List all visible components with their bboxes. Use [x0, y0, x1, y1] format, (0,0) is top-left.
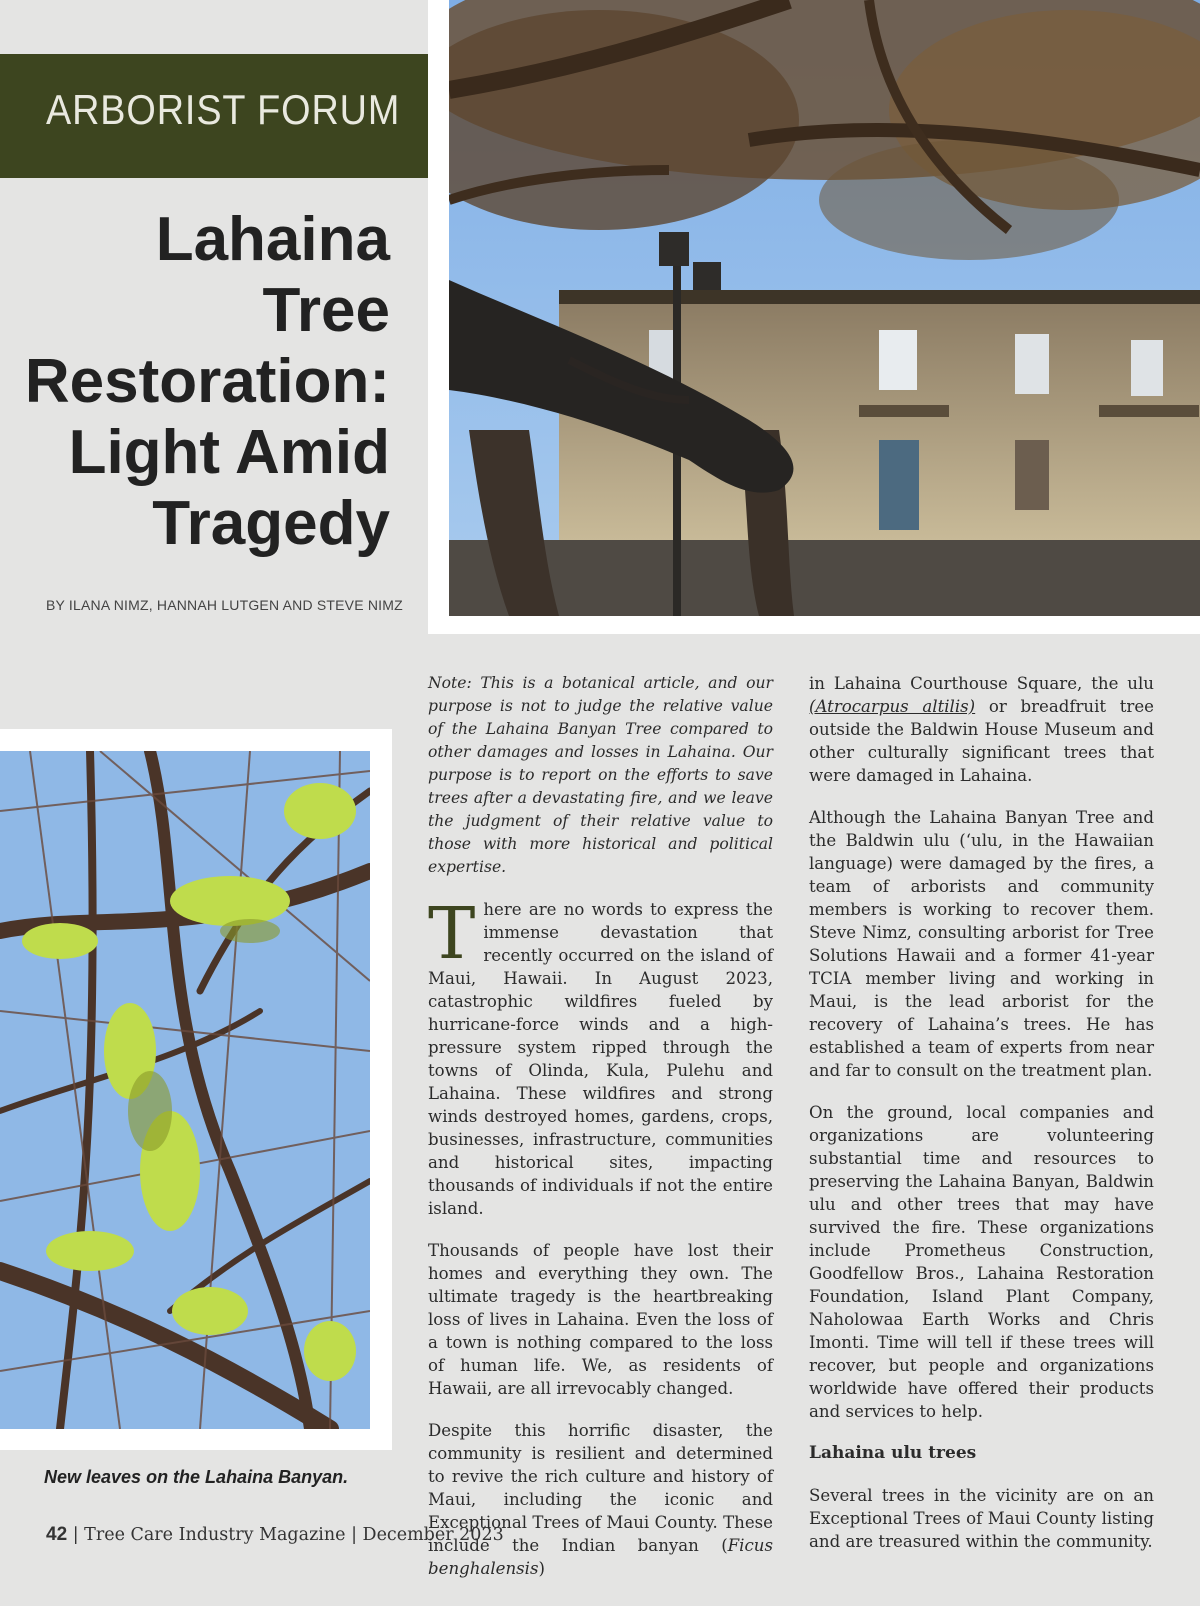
paragraph: Thousands of people have lost their homes and everything they own. The ultimate tragedy is the heartbreaking loss of lives in Lahaina. Even the loss of a town is nothing compared to the loss of human life. We, as residents of Hawaii, are all irrevocably changed. [428, 1241, 773, 1398]
editor-note: Note: This is a botanical article, and our purpose is not to judge the relative value of the Lahaina Banyan Tree compared to other damages and losses in Lahaina. Our purpose is to report on the efforts to save trees after a devastating fire, and we leave the judgment of their relative value to those with more historical and political expertise. [428, 674, 773, 876]
drop-cap: T [428, 892, 476, 975]
section-label: ARBORIST FORUM [46, 86, 401, 133]
paragraph [428, 892, 773, 1220]
byline: BY ILANA NIMZ, HANNAH LUTGEN AND STEVE NIMZ [46, 597, 403, 613]
title-line: Restoration: [24, 347, 390, 416]
footer-separator: | [67, 1525, 85, 1545]
title-line: Lahaina Tree [155, 205, 390, 345]
title-line: Light Amid [68, 418, 390, 487]
photo-caption: New leaves on the Lahaina Banyan. [44, 1467, 349, 1487]
paragraph: Several trees in the vicinity are on an Exceptional Trees of Maui County listing and are treasured within the community. [809, 1486, 1154, 1551]
paragraph [809, 672, 1154, 787]
burned-building-banyan-photo [449, 0, 1200, 616]
issue-date: December 2023 [362, 1525, 504, 1545]
paragraph: On the ground, local companies and organizations are volunteering substantial time and resources to preserving the Lahaina Banyan, Baldwin ulu and other trees that may have survived the fire. These organizations include Prometheus Construction, Goodfellow Bros., Lahaina Restoration Foundation, Island Plant Company, Naholowaa Earth Works and Chris Imonti. Time will tell if these trees will recover, but people and organizations worldwide have offered their products and services to help. [809, 1103, 1154, 1421]
article-title [20, 204, 390, 559]
article-column-1 [428, 672, 773, 1599]
page-number: 42 [46, 1524, 68, 1545]
paragraph-text: or breadfruit tree outside the Baldwin House Museum and other culturally significant trees that were damaged in Lahaina. [809, 697, 1154, 785]
paragraph-text: ) [538, 1559, 545, 1578]
paragraph [428, 1419, 773, 1580]
page-footer [46, 1524, 504, 1546]
paragraph: Although the Lahaina Banyan Tree and the Baldwin ulu (‘ulu, in the Hawaiian language) were damaged by the fires, a team of arborists and community members is working to recover them. Steve Nimz, consulting arborist for Tree Solutions Hawaii and a former 41-year TCIA member living and working in Maui, is the lead arborist for the recovery of Lahaina’s trees. He has established a team of experts from near and far to consult on the treatment plan. [809, 808, 1154, 1080]
title-line: Tragedy [152, 489, 390, 558]
paragraph-text: here are no words to express the immense devastation that recently occurred on the island of Maui, Hawaii. In August 2023, catastrophic wildfires fueled by hurricane-force winds and a high-pressure system ripped through the towns of Olinda, Kula, Pulehu and Lahaina. These wildfires and strong winds destroyed homes, gardens, crops, businesses, infrastructure, communities and historical sites, impacting thousands of individuals if not the entire island. [428, 900, 773, 1218]
paragraph-text: in Lahaina Courthouse Square, the ulu [809, 674, 1154, 693]
species-name: Ficus benghalensis [428, 1536, 773, 1578]
footer-separator: | [345, 1525, 363, 1545]
banyan-new-leaves-photo [0, 751, 370, 1429]
article-column-2 [809, 672, 1154, 1572]
paragraph-text: Despite this horrific disaster, the community is resilient and determined to revive the rich culture and history of Maui, including the iconic and Exceptional Trees of Maui County. These include the Indian banyan ( [428, 1421, 773, 1555]
publication-name: Tree Care Industry Magazine [84, 1525, 346, 1545]
species-name: (Atrocarpus altilis) [809, 697, 976, 716]
section-subhead: Lahaina ulu trees [809, 1443, 977, 1463]
